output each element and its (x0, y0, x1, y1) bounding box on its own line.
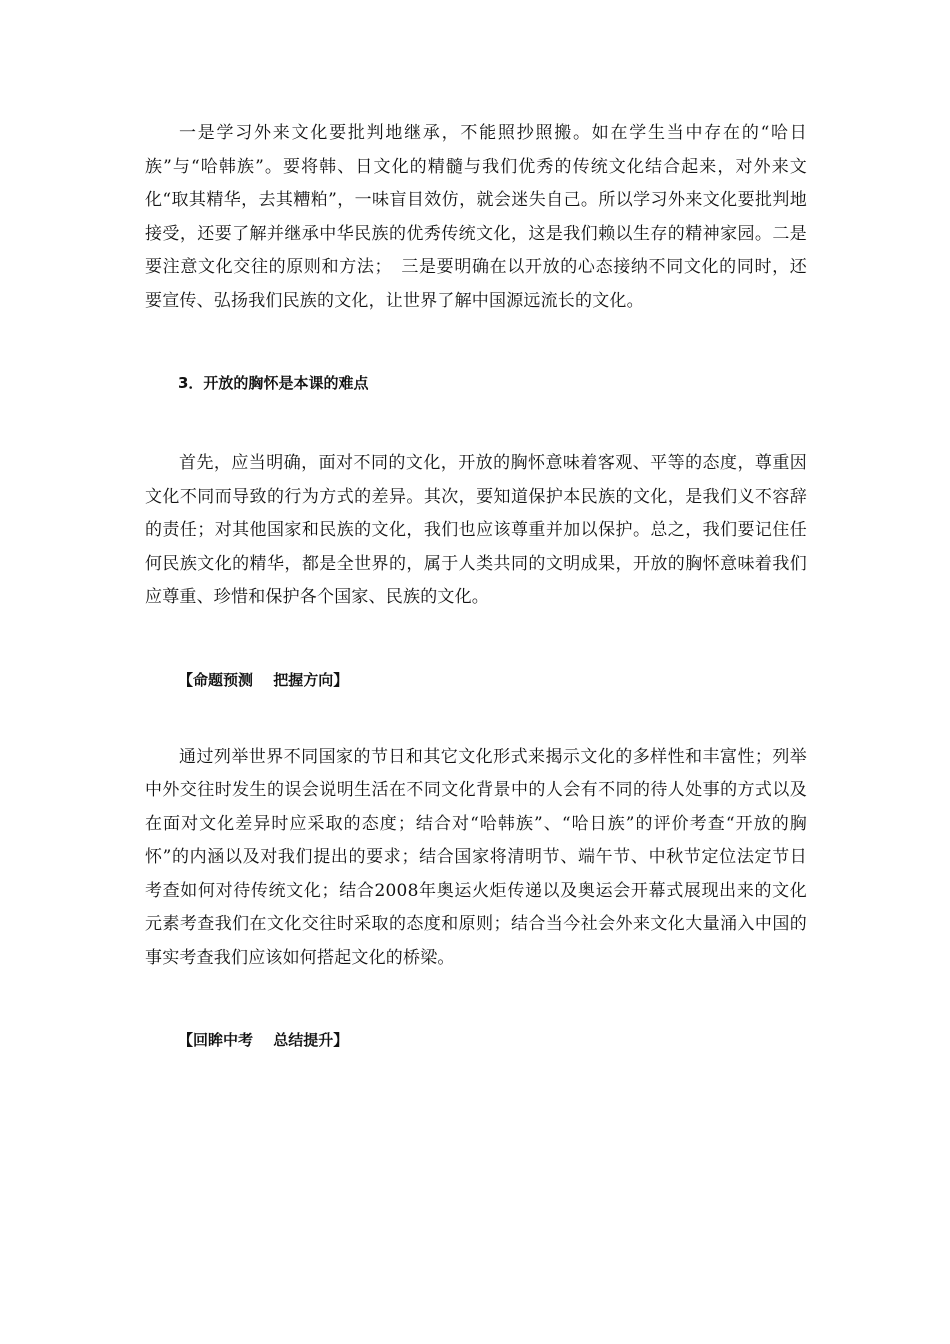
section-heading-review: 【回眸中考 总结提升】 (178, 1031, 349, 1049)
section-heading-prediction: 【命题预测 把握方向】 (178, 670, 349, 689)
paragraph-open-mind: 首先，应当明确，面对不同的文化，开放的胸怀意味着客观、平等的态度，尊重因文化不同而导致的行为方式的差异。其次，要知道保护本民族的文化，是我们义不容辞的责任；对其他国家和民族的文化，我们也应该尊重并加以保护。总之，我们要记住任何民族文化的精华，都是全世界的，属于人类共同的文明成果，开放的胸怀意味着我们应尊重、珍惜和保护各个国家、民族的文化。 (145, 453, 807, 607)
section-heading-open-mind: 3．开放的胸怀是本课的难点 (178, 374, 369, 392)
paragraph-prediction: 通过列举世界不同国家的节日和其它文化形式来揭示文化的多样性和丰富性；列举中外交往时发生的误会说明生活在不同文化背景中的人会有不同的待人处事的方式以及在面对文化差异时应采取的态度；结合对“哈韩族”、“哈日族”的评价考查“开放的胸怀”的内涵以及对我们提出的要求；结合国家将清明节、端午节、中秋节定位法定节日考查如何对待传统文化；结合2008年奥运火炬传递以及奥运会开幕式展现出来的文化元素考查我们在文化交往时采取的态度和原则；结合当今社会外来文化大量涌入中国的事实考查我们应该如何搭起文化的桥梁。 (145, 746, 807, 968)
document-page (145, 117, 807, 1055)
paragraph-foreign-culture: 一是学习外来文化要批判地继承，不能照抄照搬。如在学生当中存在的“哈日族”与“哈韩族”。要将韩、日文化的精髓与我们优秀的传统文化结合起来，对外来文化“取其精华，去其糟粕”，一味盲目效仿，就会迷失自己。所以学习外来文化要批判地接受，还要了解并继承中华民族的优秀传统文化，这是我们赖以生存的精神家园。二是要注意文化交往的原则和方法； 三是要明确在以开放的心态接纳不同文化的同时，还要宣传、弘扬我们民族的文化，让世界了解中国源远流长的文化。 (145, 123, 807, 311)
